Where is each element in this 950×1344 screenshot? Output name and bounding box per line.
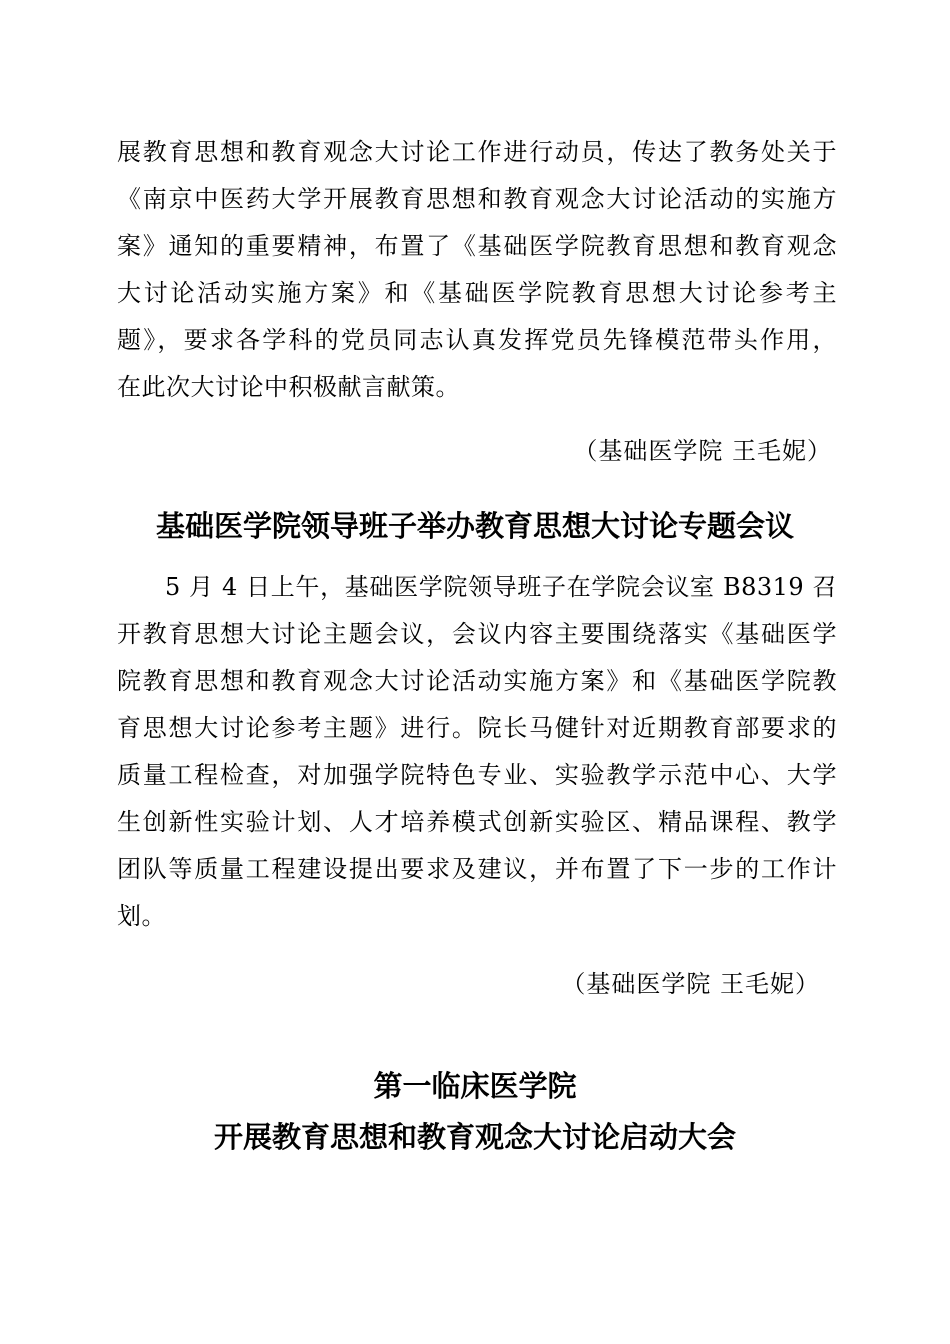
section2-line: 院教育思想和教育观念大讨论活动实施方案》和《基础医学院教: [117, 667, 837, 695]
section3-title-line1: 第一临床医学院: [373, 1069, 577, 1103]
section2-title: 基础医学院领导班子举办教育思想大讨论专题会议: [155, 509, 794, 543]
section1-line: 《南京中医药大学开展教育思想和教育观念大讨论活动的实施方: [117, 185, 837, 213]
section1-byline: （基础医学院 王毛妮）: [573, 437, 832, 465]
section2-line: 育思想大讨论参考主题》进行。院长马健针对近期教育部要求的: [117, 714, 837, 742]
section1-paragraph: [117, 129, 837, 411]
section1-line: 大讨论活动实施方案》和《基础医学院教育思想大讨论参考主: [117, 279, 837, 307]
section1-line: 展教育思想和教育观念大讨论工作进行动员，传达了教务处关于: [117, 138, 837, 166]
section2-line: 开教育思想大讨论主题会议，会议内容主要围绕落实《基础医学: [117, 620, 837, 648]
section1-line: 在此次大讨论中积极献言献策。: [117, 373, 460, 401]
section2-line: 团队等质量工程建设提出要求及建议，并布置了下一步的工作计: [117, 855, 837, 883]
section3-title-line2: 开展教育思想和教育观念大讨论启动大会: [213, 1120, 736, 1154]
section2-paragraph: [117, 564, 837, 940]
section2-line: 划。: [117, 902, 166, 930]
section2-line: 质量工程检查，对加强学院特色专业、实验教学示范中心、大学: [117, 761, 837, 789]
section1-line: 案》通知的重要精神，布置了《基础医学院教育思想和教育观念: [117, 232, 837, 260]
section2-line: 生创新性实验计划、人才培养模式创新实验区、精品课程、教学: [117, 808, 837, 836]
section2-byline: （基础医学院 王毛妮）: [561, 970, 820, 998]
section2-line: 5 月 4 日上午，基础医学院领导班子在学院会议室 B8319 召: [165, 573, 837, 601]
section1-line: 题》，要求各学科的党员同志认真发挥党员先锋模范带头作用，: [117, 326, 837, 354]
